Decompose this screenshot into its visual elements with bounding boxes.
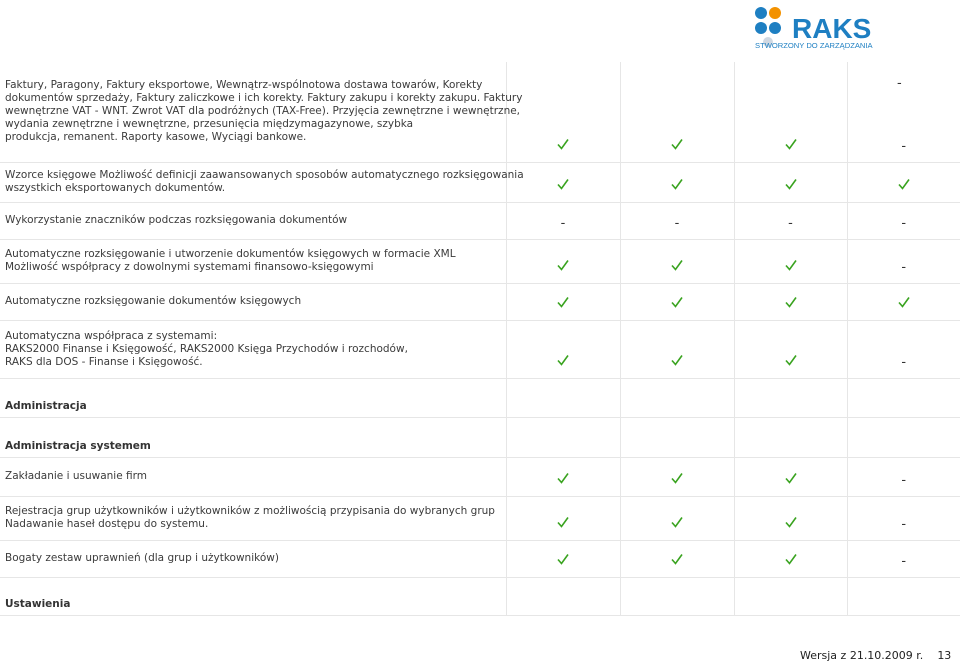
description-line: Wzorce księgowe Możliwość definicji zaawansowanych sposobów automatycznego rozksięgowania bbox=[5, 169, 524, 181]
check-icon bbox=[671, 553, 683, 565]
edition-cell bbox=[506, 320, 620, 378]
edition-cell bbox=[620, 239, 734, 283]
check-icon bbox=[785, 354, 797, 366]
edition-cell bbox=[506, 577, 620, 615]
check-icon bbox=[557, 138, 569, 150]
feature-description bbox=[0, 320, 506, 378]
check-icon bbox=[785, 553, 797, 565]
section-heading-row bbox=[0, 577, 960, 615]
edition-cell bbox=[620, 496, 734, 540]
edition-cell bbox=[506, 378, 620, 417]
dash-icon: - bbox=[901, 215, 907, 231]
feature-description bbox=[0, 457, 506, 496]
check-icon bbox=[671, 296, 683, 308]
edition-cell bbox=[734, 239, 847, 283]
description-line: Nadawanie haseł dostępu do systemu. bbox=[5, 518, 209, 530]
check-icon bbox=[557, 472, 569, 484]
dash-icon: - bbox=[560, 215, 566, 231]
edition-cell bbox=[620, 417, 734, 457]
dash-icon: - bbox=[901, 259, 907, 275]
feature-row bbox=[0, 202, 960, 239]
edition-cell bbox=[620, 202, 734, 239]
feature-row bbox=[0, 162, 960, 202]
edition-cell bbox=[506, 202, 620, 239]
edition-cell bbox=[506, 417, 620, 457]
description-line: RAKS dla DOS - Finanse i Księgowość. bbox=[5, 355, 203, 368]
check-icon bbox=[557, 553, 569, 565]
dash-icon: - bbox=[901, 138, 907, 154]
feature-row bbox=[0, 239, 960, 283]
feature-row bbox=[0, 283, 960, 320]
feature-description bbox=[0, 283, 506, 320]
logo-tagline: STWORZONY DO ZARZĄDZANIA bbox=[755, 41, 873, 50]
feature-row bbox=[0, 457, 960, 496]
description-line: dokumentów sprzedaży, Faktury zaliczkowe i ich korekty. Faktury zakupu i korekty zakupu. Faktury bbox=[5, 92, 523, 105]
check-icon bbox=[557, 259, 569, 271]
description-line: Zakładanie i usuwanie firm bbox=[5, 470, 147, 482]
check-icon bbox=[671, 259, 683, 271]
edition-cell bbox=[734, 417, 847, 457]
edition-cell bbox=[847, 283, 960, 320]
edition-cell bbox=[506, 283, 620, 320]
description-line: produkcja, remanent. Raporty kasowe, Wyciągi bankowe. bbox=[5, 131, 307, 144]
description-line: Rejestracja grup użytkowników i użytkowników z możliwością przypisania do wybranych grup bbox=[5, 505, 495, 517]
description-line: Automatyczne rozksięgowanie i utworzenie dokumentów księgowych w formacie XML bbox=[5, 248, 456, 260]
edition-cell bbox=[734, 496, 847, 540]
edition-cell bbox=[847, 457, 960, 496]
edition-cell bbox=[620, 540, 734, 577]
dash-icon: - bbox=[901, 354, 907, 370]
feature-description bbox=[0, 239, 506, 283]
dash-icon: - bbox=[901, 472, 907, 488]
edition-cell bbox=[506, 496, 620, 540]
edition-cell bbox=[847, 320, 960, 378]
edition-cell bbox=[506, 162, 620, 202]
edition-cell bbox=[847, 540, 960, 577]
edition-cell bbox=[847, 239, 960, 283]
check-icon bbox=[557, 516, 569, 528]
edition-cell bbox=[506, 62, 620, 162]
edition-cell bbox=[734, 162, 847, 202]
feature-description bbox=[0, 202, 506, 239]
description-line: Automatyczne rozksięgowanie dokumentów księgowych bbox=[5, 295, 302, 307]
edition-cell bbox=[620, 577, 734, 615]
description-line: Administracja systemem bbox=[5, 439, 151, 452]
version-label: Wersja z 21.10.2009 r. bbox=[800, 649, 924, 662]
edition-cell bbox=[620, 457, 734, 496]
section-heading bbox=[0, 577, 506, 615]
description-line: Administracja bbox=[5, 399, 87, 412]
feature-description bbox=[0, 540, 506, 577]
edition-cell bbox=[734, 457, 847, 496]
edition-cell bbox=[734, 202, 847, 239]
check-icon bbox=[785, 259, 797, 271]
logo-text: RAKS bbox=[792, 13, 872, 44]
check-icon bbox=[785, 138, 797, 150]
description-line: wydania zewnętrzne i wewnętrzne, przesunięcia międzymagazynowe, szybka bbox=[5, 118, 414, 131]
description-line: RAKS2000 Finanse i Księgowość, RAKS2000 Księga Przychodów i rozchodów, bbox=[5, 342, 408, 355]
header-dash: - bbox=[897, 76, 902, 91]
edition-cell bbox=[847, 378, 960, 417]
dash-icon: - bbox=[901, 516, 907, 532]
dash-icon: - bbox=[674, 215, 680, 231]
edition-cell bbox=[847, 62, 960, 162]
edition-cell bbox=[620, 320, 734, 378]
feature-description bbox=[0, 496, 506, 540]
page-number: 13 bbox=[937, 649, 952, 662]
check-icon bbox=[671, 138, 683, 150]
edition-cell bbox=[506, 457, 620, 496]
check-icon bbox=[785, 296, 797, 308]
description-line: Możliwość współpracy z dowolnymi systemami finansowo-księgowymi bbox=[5, 261, 374, 273]
feature-description bbox=[0, 62, 523, 162]
section-heading-row bbox=[0, 417, 960, 457]
edition-cell bbox=[734, 62, 847, 162]
edition-cell bbox=[620, 162, 734, 202]
description-line: Bogaty zestaw uprawnień (dla grup i użytkowników) bbox=[5, 552, 279, 564]
edition-cell bbox=[620, 62, 734, 162]
check-icon bbox=[898, 296, 910, 308]
feature-row bbox=[0, 540, 960, 577]
check-icon bbox=[557, 178, 569, 190]
check-icon bbox=[785, 472, 797, 484]
feature-comparison-table bbox=[0, 62, 960, 616]
edition-cell bbox=[734, 577, 847, 615]
check-icon bbox=[671, 354, 683, 366]
raks-logo bbox=[752, 2, 906, 50]
section-heading-row bbox=[0, 378, 960, 417]
edition-cell bbox=[506, 540, 620, 577]
edition-cell bbox=[506, 239, 620, 283]
edition-cell bbox=[734, 378, 847, 417]
check-icon bbox=[785, 178, 797, 190]
edition-cell bbox=[847, 417, 960, 457]
description-line: Faktury, Paragony, Faktury eksportowe, Wewnątrz-wspólnotowa dostawa towarów, Korekty bbox=[5, 79, 483, 92]
edition-cell bbox=[847, 496, 960, 540]
check-icon bbox=[557, 354, 569, 366]
edition-cell bbox=[847, 202, 960, 239]
dash-icon: - bbox=[901, 553, 907, 569]
description-line: wewnętrzne VAT - WNT. Zwrot VAT dla podróżnych (TAX-Free). Przyjęcia zewnętrzne i wewnętrzne, bbox=[5, 105, 521, 118]
edition-cell bbox=[734, 320, 847, 378]
page-footer bbox=[800, 649, 951, 662]
feature-description bbox=[0, 162, 524, 202]
check-icon bbox=[671, 472, 683, 484]
feature-row bbox=[0, 62, 960, 162]
edition-cell bbox=[847, 577, 960, 615]
section-heading bbox=[0, 378, 506, 417]
feature-row bbox=[0, 320, 960, 378]
section-heading bbox=[0, 417, 506, 457]
edition-cell bbox=[734, 540, 847, 577]
edition-cell bbox=[847, 162, 960, 202]
check-icon bbox=[898, 178, 910, 190]
description-line: Automatyczna współpraca z systemami: bbox=[5, 329, 218, 342]
description-line: Wykorzystanie znaczników podczas rozksięgowania dokumentów bbox=[5, 214, 348, 226]
check-icon bbox=[785, 516, 797, 528]
check-icon bbox=[557, 296, 569, 308]
check-icon bbox=[671, 178, 683, 190]
description-line: Ustawienia bbox=[5, 597, 71, 610]
dash-icon: - bbox=[788, 215, 793, 231]
check-icon bbox=[671, 516, 683, 528]
edition-cell bbox=[734, 283, 847, 320]
feature-row bbox=[0, 496, 960, 540]
edition-cell bbox=[620, 378, 734, 417]
edition-cell bbox=[620, 283, 734, 320]
description-line: wszystkich eksportowanych dokumentów. bbox=[5, 182, 226, 194]
